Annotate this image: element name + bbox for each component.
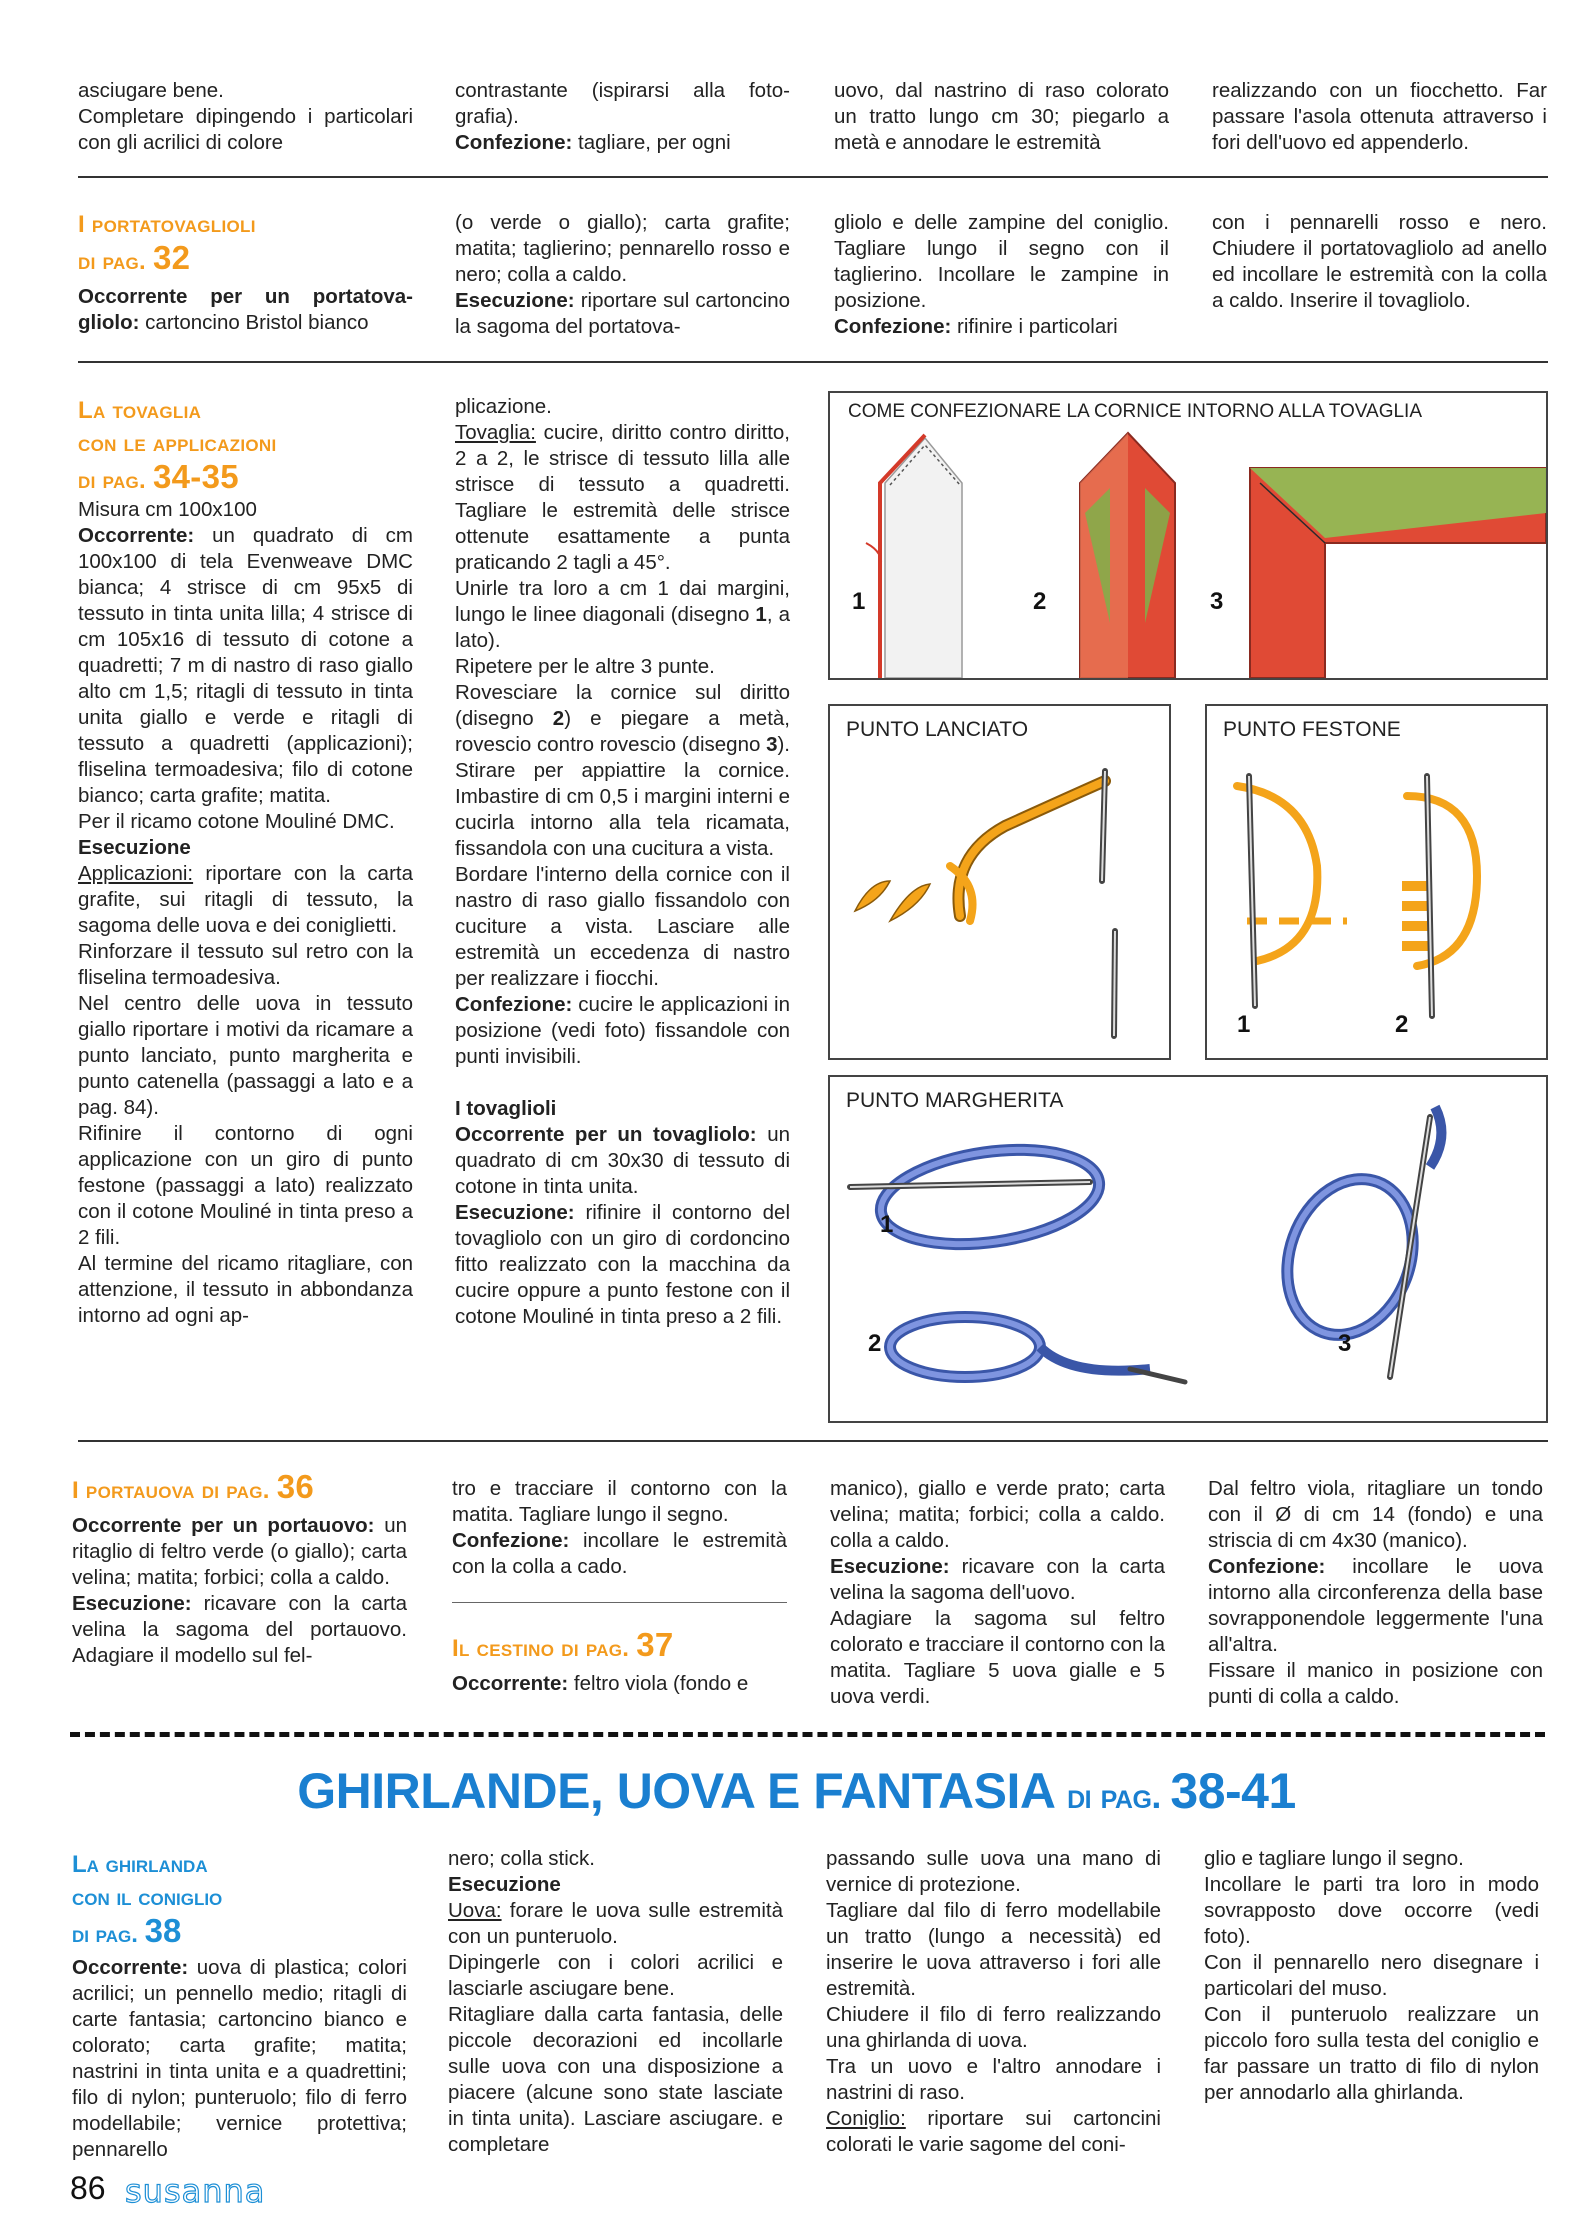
- punto-festone-figure: [1205, 704, 1548, 1060]
- cornice-figure: [828, 391, 1548, 680]
- section-heading: La ghirlanda con il coniglio di pag. 38: [72, 1851, 223, 1949]
- tovaglia-col-1: La tovaglia con le applicazioni di pag. 34-35 Misura cm 100x100 Occorrente: un quadrato di cm 100x100 di tela Evenweave DMC bianca; 4 strisce di cm 95x5 di tessuto in tinta unita lilla; 4 strisce di cm 105x16 di tessuto di cotone a quadretti; 7 m di nastro di raso giallo alto cm 1,5; ritagli di tessuto in tinta unita giallo e verde e ritagli di tessuto a quadretti (applicazioni); fliselina termoadesiva; filo di cotone bianco; carta grafite; matita. Per il ricamo cotone Mouliné DMC. Esecuzione Applicazioni: riportare con la carta grafite, sui ritagli di tessuto, la sagoma delle uova e dei coniglietti. Rinforzare il tessuto sul retro con la fliselina termoadesiva. Nel centro delle uova in tessuto giallo riportare i motivi da ricamare a punto lanciato, punto margherita e punto catenella (passaggi a lato e a pag. 84). Rifinire il contorno di ogni applicazione con un giro di punto festone (passaggi a lato) realizzato con il cotone Mouliné in tinta preso a 2 fili. Al termine del ricamo ritagliare, con attenzione, il tessuto in abbondanza intorno ad ogni ap-: [78, 394, 413, 1329]
- section-heading: I portauova di pag. 36: [72, 1468, 314, 1505]
- cornice-illustration: [830, 393, 1546, 678]
- figure-number: 1: [852, 588, 866, 615]
- cornice-step-2-drawing: [1080, 433, 1175, 678]
- section-heading: I portatovaglioli di pag. 32: [78, 211, 256, 276]
- figure-number: 3: [1338, 1330, 1352, 1357]
- ghirlanda-col-2: nero; colla stick. Esecuzione Uova: forare le uova sulle estremità con un punteruolo. Dipingerle con i colori acrilici e lasciarle asciugare bene. Ritagliare dalla carta fantasia, delle piccole decorazioni ed incollarle sulle uova con una disposizione a piacere (alcune sono state lasciate in tinta unita). Lasciare asciugare. e completare: [448, 1847, 783, 2156]
- punto-festone-illustration: [1207, 706, 1546, 1058]
- cestino-col-2: Il cestino di pag. 37 Occorrente: feltro viola (fondo e: [452, 1628, 787, 1697]
- figure-title: COME CONFEZIONARE LA CORNICE INTORNO ALLA TOVAGLIA: [848, 401, 1423, 422]
- portatovaglioli-col-1: I portatovaglioli di pag. 32 Occorrente per un portatova-gliolo: cartoncino Bristol bianco: [78, 208, 413, 336]
- cestino-col-3: manico), giallo e verde prato; carta velina; matita; forbici; colla a caldo. colla a caldo. Esecuzione: ricavare con la carta velina la sagoma dell'uovo. Adagiare la sagoma sul feltro colorato e tracciare il contorno con la matita. Tagliare 5 uova gialle e 5 uova verdi.: [830, 1477, 1166, 1708]
- portatovaglioli-col-4: con i pennarelli rosso e nero. Chiudere il portatovagliolo ad anello ed incollare le estremità con la colla a caldo. Inserire il tovagliolo.: [1212, 211, 1547, 312]
- tovaglia-col-2: plicazione. Tovaglia: cucire, diritto contro diritto, 2 a 2, le strisce di tessuto lilla alle strisce di tessuto a quadretti. Tagliare le estremità delle strisce ottenute esattamente a punta praticando 2 tagli a 45°. Unirle tra loro a cm 1 dai margini, lungo le linee diagonali (disegno 1, a lato). Ripetere per le altre 3 punte. Rovesciare la cornice sul diritto (disegno 2) e piegare a metà, rovescio contro rovescio (disegno 3). Stirare per appiattire la cornice. Imbastire di cm 0,5 i margini interni e cucirla intorno alla tela ricamata, fissandola con una cucitura a vista. Bordare l'interno della cornice con il nastro di raso giallo fissandolo con cuciture a vista. Lasciare alle estremità un eccedenza di nastro per realizzare i fiocchi. Confezione: cucire le applicazioni in posizione (vedi foto) fissandole con punti invisibili. I tovaglioli Occorrente per un tovagliolo: un quadrato di cm 30x30 di tessuto di cotone in tinta unita. Esecuzione: rifinire il contorno del tovagliolo con un giro di cordoncino fitto realizzato con la macchina da cucire oppure a punto festone con il cotone Mouliné in tinta preso a 2 fili.: [455, 395, 791, 1328]
- figure-number: 1: [880, 1211, 894, 1238]
- cestino-col-4: Dal feltro viola, ritagliare un tondo con il Ø di cm 14 (fondo) e una striscia di cm 4x30 (manico). Confezione: incollare le uova intorno alla circonferenza della base sovrapponendole leggermente l'una all'altra. Fissare il manico in posizione con punti di colla a caldo.: [1208, 1477, 1543, 1708]
- punto-lanciato-figure: [828, 704, 1171, 1060]
- dashed-divider: [70, 1732, 1545, 1737]
- cornice-step-3-drawing: [1250, 468, 1546, 678]
- top-col-4: realizzando con un fiocchetto. Far passare l'asola ottenuta attraverso i fori dell'uovo ed appenderlo.: [1212, 79, 1547, 154]
- top-col-1: asciugare bene. Completare dipingendo i particolari con gli acrilici di colore: [78, 79, 413, 154]
- punto-lanciato-illustration: [830, 706, 1169, 1058]
- portatovaglioli-col-2: (o verde o giallo); carta grafite; matita; taglierino; pennarello rosso e nero; colla a caldo. Esecuzione: riportare sul cartoncino la sagoma del portatova-: [455, 211, 790, 338]
- punto-margherita-illustration: [830, 1077, 1546, 1421]
- top-col-2: contrastante (ispirarsi alla foto-grafia). Confezione: tagliare, per ogni: [455, 79, 790, 154]
- figure-title: PUNTO MARGHERITA: [846, 1089, 1064, 1112]
- divider: [78, 1440, 1548, 1442]
- section-heading: La tovaglia con le applicazioni di pag. 34-35: [78, 397, 277, 495]
- divider: [78, 176, 1548, 178]
- page-number: 86: [70, 2170, 106, 2206]
- section-main-title: GHIRLANDE, UOVA E FANTASIA di pag. 38-41: [297, 1763, 1296, 1819]
- ghirlanda-col-1: La ghirlanda con il coniglio di pag. 38 Occorrente: uova di plastica; colori acrilici; un pennello medio; ritagli di carte fantasia; cartoncino bianco e colorato; carta grafite; matita; nastrini in tinta unita e a quadrettini; filo di nylon; punteruolo; filo di ferro modellabile; vernice protettiva; pennarello: [72, 1848, 407, 2163]
- ghirlanda-col-4: glio e tagliare lungo il segno. Incollare le parti tra loro in modo sovrapposto dove occorre (vedi foto). Con il pennarello nero disegnare i particolari del muso. Con il punteruolo realizzare un piccolo foro sulla testa del coniglio e far passare un tratto di filo di nylon per annodarlo alla ghirlanda.: [1204, 1847, 1539, 2104]
- figure-number: 2: [868, 1330, 882, 1357]
- divider: [452, 1602, 787, 1603]
- punto-margherita-figure: [828, 1075, 1548, 1423]
- figure-number: 2: [1395, 1011, 1409, 1038]
- divider: [78, 361, 1548, 363]
- cornice-step-1-drawing: [866, 435, 962, 678]
- figure-number: 3: [1210, 588, 1224, 615]
- top-col-3: uovo, dal nastrino di raso colorato un tratto lungo cm 30; piegarlo a metà e annodare le estremità: [834, 79, 1169, 154]
- portauova-col-1: I portauova di pag. 36 Occorrente per un portauovo: un ritaglio di feltro verde (o giallo); carta velina; matita; forbici; colla a caldo. Esecuzione: ricavare con la carta velina la sagoma del portauovo. Adagiare il modello sul fel-: [72, 1468, 407, 1667]
- figure-title: PUNTO LANCIATO: [846, 718, 1029, 741]
- magazine-logo: susanna: [125, 2172, 266, 2210]
- ghirlanda-col-3: passando sulle uova una mano di vernice di protezione. Tagliare dal filo di ferro modellabile un tratto (lungo a necessità) ed inserire le uova attraverso i fori alle estremità. Chiudere il filo di ferro realizzando una ghirlanda di uova. Tra un uovo e l'altro annodare i nastrini di raso. Coniglio: riportare sui cartoncini colorati le varie sagome del coni-: [826, 1847, 1161, 2156]
- figure-title: PUNTO FESTONE: [1223, 718, 1401, 741]
- figure-number: 2: [1033, 588, 1047, 615]
- figure-number: 1: [1237, 1011, 1251, 1038]
- portatovaglioli-col-3: gliolo e delle zampine del coniglio. Tagliare lungo il segno con il taglierino. Incollare le zampine in posizione. Confezione: rifinire i particolari: [834, 211, 1169, 338]
- portauova-col-2: tro e tracciare il contorno con la matita. Tagliare lungo il segno. Confezione: incollare le estremità con la colla a cado.: [452, 1477, 787, 1578]
- section-heading: Il cestino di pag. 37: [452, 1626, 674, 1663]
